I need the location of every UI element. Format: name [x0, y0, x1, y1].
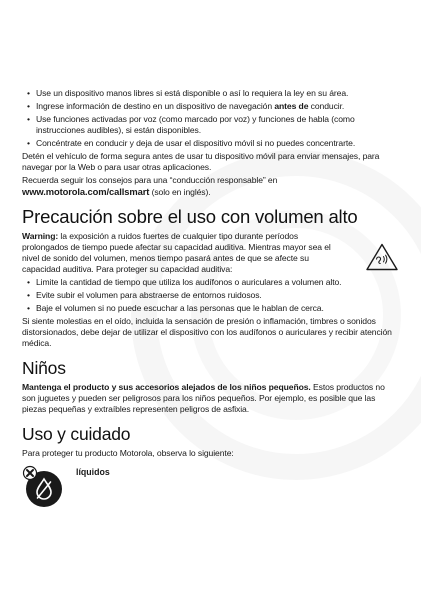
callsmart-suffix: (solo en inglés).	[149, 187, 211, 197]
list-item	[22, 88, 400, 99]
driving-tips-list	[22, 88, 400, 149]
list-item-text: Concéntrate en conducir y deja de usar el dispositivo móvil si no puedes concentrarte.	[36, 138, 356, 148]
list-item-text: Use funciones activadas por voz (como marcado por voz) y funciones de habla (como instrucciones audibles), si están disponibles.	[36, 114, 355, 135]
callsmart-paragraph	[22, 175, 400, 198]
children-text: Estos productos no son juguetes y pueden ser peligrosos para los niños pequeños. Por ejemplo, es posible que las piezas pequeñas y extraíbles representen peligros de asfixia.	[22, 382, 385, 414]
children-lead: Mantenga el producto y sus accesorios alejados de los niños pequeños.	[22, 382, 311, 392]
volume-after-paragraph: Si siente molestias en el oído, incluida la sensación de presión o inflamación, timbres o sonidos distorsionados, debe dejar de utilizar el dispositivo con los audífonos o auriculares y recibir atención médica.	[22, 316, 392, 348]
page-content	[22, 88, 400, 525]
emphasis-text: antes de	[274, 101, 309, 111]
list-item	[22, 114, 400, 136]
list-item: • Limite la cantidad de tiempo que utiliza los audífonos o auriculares a volumen alto.	[22, 277, 400, 288]
volume-tips-list	[22, 277, 400, 314]
warning-label: Warning:	[22, 231, 59, 241]
callsmart-link[interactable]: www.motorola.com/callsmart	[22, 186, 150, 197]
list-item-text: Use un dispositivo manos libres si está disponible o así lo requiera la ley en su área.	[36, 88, 349, 98]
list-item: • Baje el volumen si no puede escuchar a las personas que le hablan de cerca.	[22, 303, 400, 314]
children-paragraph	[22, 382, 400, 415]
list-item-text: Ingrese información de destino en un dispositivo de navegación	[36, 101, 275, 111]
liquids-label: líquidos	[76, 467, 110, 477]
liquids-item	[22, 465, 400, 525]
warning-text: la exposición a ruidos fuertes de cualquier tipo durante períodos prolongados de tiempo puede afectar su capacidad auditiva. Mientras mayor sea el nivel de sonido del volumen, menos tiempo pasará antes de que se afecte su capacidad auditiva. Para proteger su capacidad auditiva:	[22, 231, 331, 274]
list-item-text: conducir.	[308, 101, 345, 111]
children-heading: Niños	[22, 358, 66, 378]
list-item	[22, 101, 400, 112]
volume-warning	[22, 231, 400, 275]
driving-paragraph: Detén el vehículo de forma segura antes de usar tu dispositivo móvil para enviar mensajes, para navegar por la Web o para usar otras aplicaciones.	[22, 151, 380, 172]
callsmart-text: Recuerda seguir los consejos para una “conducción responsable” en	[22, 175, 278, 185]
warning-paragraph	[22, 231, 332, 275]
care-intro: Para proteger tu producto Motorola, observa lo siguiente:	[22, 448, 234, 458]
no-liquids-icon	[22, 465, 66, 509]
list-item	[22, 138, 400, 149]
volume-heading: Precaución sobre el uso con volumen alto	[22, 206, 358, 227]
list-item: • Evite subir el volumen para abstraerse de entornos ruidosos.	[22, 290, 400, 301]
hearing-warning-icon	[366, 243, 398, 271]
care-heading: Uso y cuidado	[22, 424, 131, 444]
